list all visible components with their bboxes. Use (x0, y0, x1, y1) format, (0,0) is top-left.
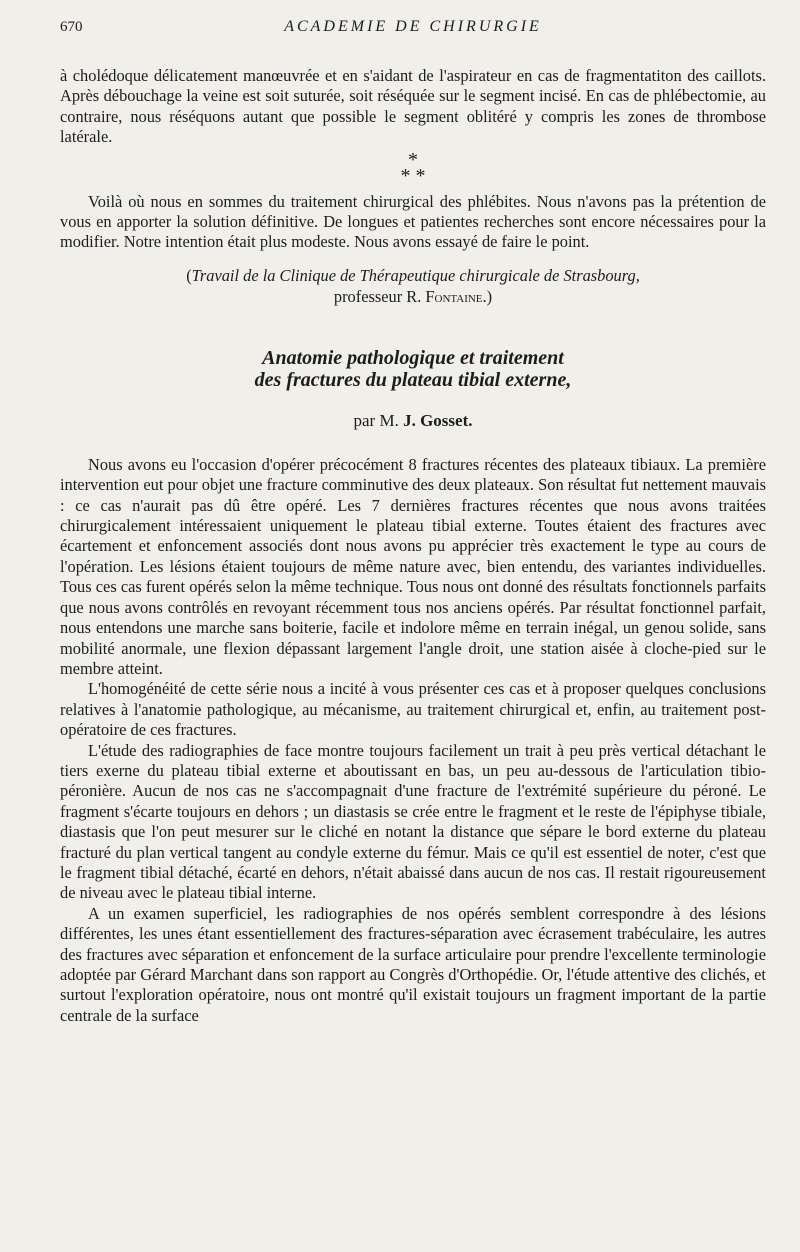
running-head (60, 18, 766, 52)
separator-line-1: * (408, 148, 418, 171)
journal-title: ACADEMIE DE CHIRURGIE (284, 18, 542, 35)
body-paragraph-1: Nous avons eu l'occasion d'opérer précocément 8 fractures récentes des plateaux tibiaux. La première intervention eut pour objet une fracture comminutive des deux plateaux. Son résultat fut nettement mauvais : ce cas n'aurait pas dû être opéré. Les 7 dernières fractures récentes que nous avons traitées chirurgicalement intéressaient uniquement le plateau tibial externe. Toutes étaient des fractures avec écartement et enfoncement associés dont nous avons pu apprécier très exactement le type au cours de l'opération. Les lésions étaient toujours de même nature avec, bien entendu, des variantes individuelles. Tous ces cas furent opérés selon la même technique. Tous nous ont donné des résultats fonctionnels parfaits que nous avons contrôlés en revoyant récemment tous nos anciens opérés. Par résultat fonctionnel parfait, nous entendons une marche sans boiterie, facile et indolore même en terrain inégal, un genou solide, sans mobilité anormale, une flexion dépassant largement l'angle droit, une station aisée à cloche-pied sur le membre atteint. (60, 454, 766, 678)
affiliation-professor-name: Fontaine (425, 286, 483, 306)
byline-author: J. Gosset. (403, 410, 473, 430)
conclusion-paragraph: Voilà où nous en sommes du traitement chirurgical des phlébites. Nous n'avons pas la prétention de vous en apporter la solution définitive. De longues et patientes recherches sont encore nécessaires pour la modifier. Notre intention était plus modeste. Nous avons essayé de faire le point. (60, 191, 766, 252)
journal-page (60, 18, 766, 1026)
separator-line-2: * * (400, 164, 426, 187)
body-paragraph-2: L'homogénéité de cette série nous a incité à vous présenter ces cas et à proposer quelques conclusions relatives à l'anatomie pathologique, au mécanisme, au traitement chirurgical et, enfin, au traitement post-opératoire de ces fractures. (60, 679, 766, 740)
affiliation-text: Travail de la Clinique de Thérapeutique chirurgicale de Strasbourg, (191, 265, 640, 285)
article-title-line-2: des fractures du plateau tibial externe, (254, 368, 572, 391)
affiliation-open: ( (186, 265, 192, 285)
paragraph-top: à cholédoque délicatement manœuvrée et en s'aidant de l'aspirateur en cas de fragmentatiton des caillots. Après débouchage la veine est soit suturée, soit réséquée sur le segment incisé. En cas de phlébectomie, au contraire, nous réséquons autant que possible le segment oblitéré y compris les zones de thrombose latérale. (60, 66, 766, 147)
body-paragraph-4: A un examen superficiel, les radiographies de nos opérés semblent correspondre à des lésions différentes, les unes étant essentiellement des fractures-séparation avec écrasement trabéculaire, les autres des fractures avec séparation et enfoncement de la surface articulaire pour prendre l'excellente terminologie adoptée par Gérard Marchant dans son rapport au Congrès d'Orthopédie. Or, l'étude attentive des clichés, et surtout l'exploration opératoire, nous ont montré qu'il existait toujours un fragment important de la partie centrale de la surface (60, 903, 766, 1025)
article-byline (60, 411, 766, 431)
affiliation-close: .) (482, 286, 493, 306)
article-title (60, 347, 766, 391)
affiliation-note (60, 265, 766, 307)
byline-prefix: par M. (353, 410, 404, 430)
section-separator (60, 148, 766, 187)
body-paragraph-3: L'étude des radiographies de face montre toujours facilement un trait à peu près vertical détachant le tiers exerne du plateau tibial externe et aboutissant en bas, un peu au-dessous de l'articulation tibio-péronière. Aucun de nos cas ne s'accompagnait d'une fracture de l'extrémité supérieure du péroné. Le fragment s'écarte toujours en dehors ; un diastasis se crée entre le fragment et le reste de l'épiphyse tibiale, diastasis que l'on peut mesurer sur le cliché en notant la distance que sépare le bord externe du plateau fracturé du plan vertical tangent au condyle externe du fémur. Mais ce qu'il est essentiel de noter, c'est que le fragment tibial détaché, écarté en dehors, n'était abaissé dans aucun de nos cas. Il restait rigoureusement de niveau avec le plateau tibial interne. (60, 740, 766, 903)
affiliation-professor-prefix: professeur R. (333, 286, 426, 306)
page-number: 670 (60, 19, 83, 35)
article-title-line-1: Anatomie pathologique et traitement (262, 346, 564, 369)
